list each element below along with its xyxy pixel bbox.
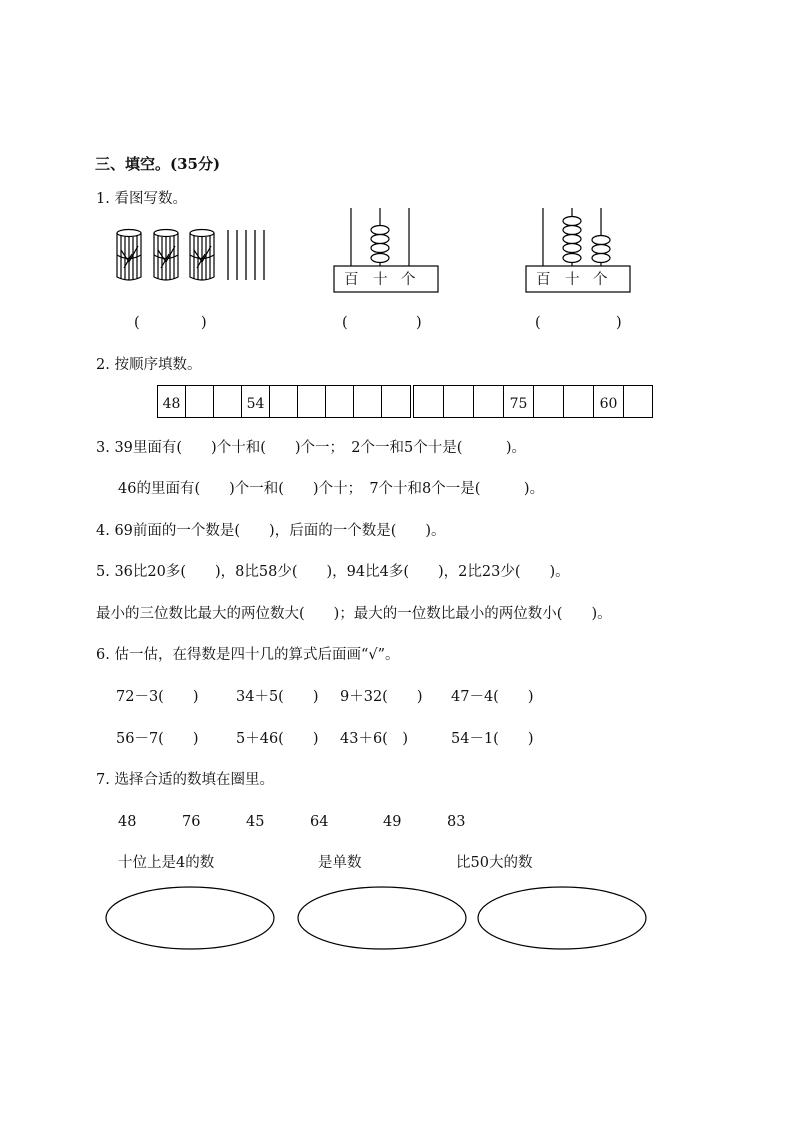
seq-cell[interactable] bbox=[382, 386, 410, 417]
seq-cell: 60 bbox=[594, 386, 624, 417]
oval-1 bbox=[106, 887, 274, 949]
q6-expr-5: 56－7( ) bbox=[116, 731, 199, 747]
q7-number: 76 bbox=[182, 814, 201, 830]
q6-expr-8: 54－1( ) bbox=[451, 731, 534, 747]
seq-cell[interactable] bbox=[186, 386, 214, 417]
q3-line-1: 3. 39里面有( )个十和( )个一； 2个一和5个十是( )。 bbox=[96, 440, 527, 456]
abacus-2-label-ones: 个 bbox=[593, 272, 608, 288]
abacus-2-label-tens: 十 bbox=[565, 272, 580, 288]
q7-ovals bbox=[106, 887, 646, 949]
q1-blank-1-close: ) bbox=[201, 315, 207, 331]
q1-blank-2-close: ) bbox=[416, 315, 422, 331]
q7-label-3: 比50大的数 bbox=[456, 855, 533, 871]
stick-bundle-2 bbox=[154, 230, 178, 281]
seq-cell: 48 bbox=[158, 386, 186, 417]
seq-cell[interactable] bbox=[326, 386, 354, 417]
seq-cell[interactable] bbox=[298, 386, 326, 417]
q2-sequence-row-2 bbox=[413, 385, 653, 418]
q6-expr-2: 34＋5( ) bbox=[236, 689, 319, 705]
q6-expr-1: 72－3( ) bbox=[116, 689, 199, 705]
seq-cell[interactable] bbox=[270, 386, 298, 417]
stick-bundle-1 bbox=[117, 230, 141, 281]
seq-cell[interactable] bbox=[534, 386, 564, 417]
q5-line-1: 5. 36比20多( )，8比58少( )，94比4多( )，2比23少( )。 bbox=[96, 564, 570, 580]
q7-label-1: 十位上是4的数 bbox=[118, 855, 215, 871]
q6-expr-6: 5＋46( ) bbox=[236, 731, 319, 747]
abacus-2-label-hundreds: 百 bbox=[536, 272, 551, 288]
q7-number: 45 bbox=[246, 814, 265, 830]
q2-title: 2. 按顺序填数。 bbox=[96, 357, 202, 373]
seq-cell[interactable] bbox=[444, 386, 474, 417]
seq-cell: 54 bbox=[242, 386, 270, 417]
abacus-1-label-ones: 个 bbox=[401, 272, 416, 288]
q3-line-2: 46的里面有( )个一和( )个十； 7个十和8个一是( )。 bbox=[118, 481, 545, 497]
section-title: 三、填空。(35分) bbox=[95, 155, 221, 173]
seq-cell[interactable] bbox=[414, 386, 444, 417]
q1-blank-1-open: ( bbox=[134, 315, 140, 331]
seq-cell[interactable] bbox=[214, 386, 242, 417]
q7-number: 49 bbox=[383, 814, 402, 830]
seq-cell[interactable] bbox=[354, 386, 382, 417]
q7-number: 83 bbox=[447, 814, 466, 830]
abacus-1-label-tens: 十 bbox=[373, 272, 388, 288]
stick-bundle-3 bbox=[190, 230, 214, 281]
q7-number: 64 bbox=[310, 814, 329, 830]
seq-cell[interactable] bbox=[564, 386, 594, 417]
q1-blank-2-open: ( bbox=[342, 315, 348, 331]
q7-number: 48 bbox=[118, 814, 137, 830]
q4-line: 4. 69前面的一个数是( )，后面的一个数是( )。 bbox=[96, 523, 446, 539]
abacus-1-label-hundreds: 百 bbox=[344, 272, 359, 288]
single-sticks bbox=[228, 230, 264, 280]
q6-expr-3: 9＋32( ) bbox=[340, 689, 423, 705]
q1-blank-3-open: ( bbox=[535, 315, 541, 331]
q7-label-2: 是单数 bbox=[318, 855, 362, 871]
q1-title: 1. 看图写数。 bbox=[96, 191, 187, 207]
oval-3 bbox=[478, 887, 646, 949]
q2-sequence-row-1 bbox=[157, 385, 411, 418]
seq-cell[interactable] bbox=[474, 386, 504, 417]
q1-blank-3-close: ) bbox=[616, 315, 622, 331]
oval-2 bbox=[298, 887, 466, 949]
q5-line-2: 最小的三位数比最大的两位数大( )；最大的一位数比最小的两位数小( )。 bbox=[96, 606, 612, 622]
seq-cell[interactable] bbox=[624, 386, 652, 417]
q6-title: 6. 估一估，在得数是四十几的算式后面画“√”。 bbox=[96, 647, 400, 663]
q6-expr-4: 47－4( ) bbox=[451, 689, 534, 705]
seq-cell: 75 bbox=[504, 386, 534, 417]
q7-title: 7. 选择合适的数填在圈里。 bbox=[96, 772, 274, 788]
q6-expr-7: 43＋6( ) bbox=[340, 731, 408, 747]
